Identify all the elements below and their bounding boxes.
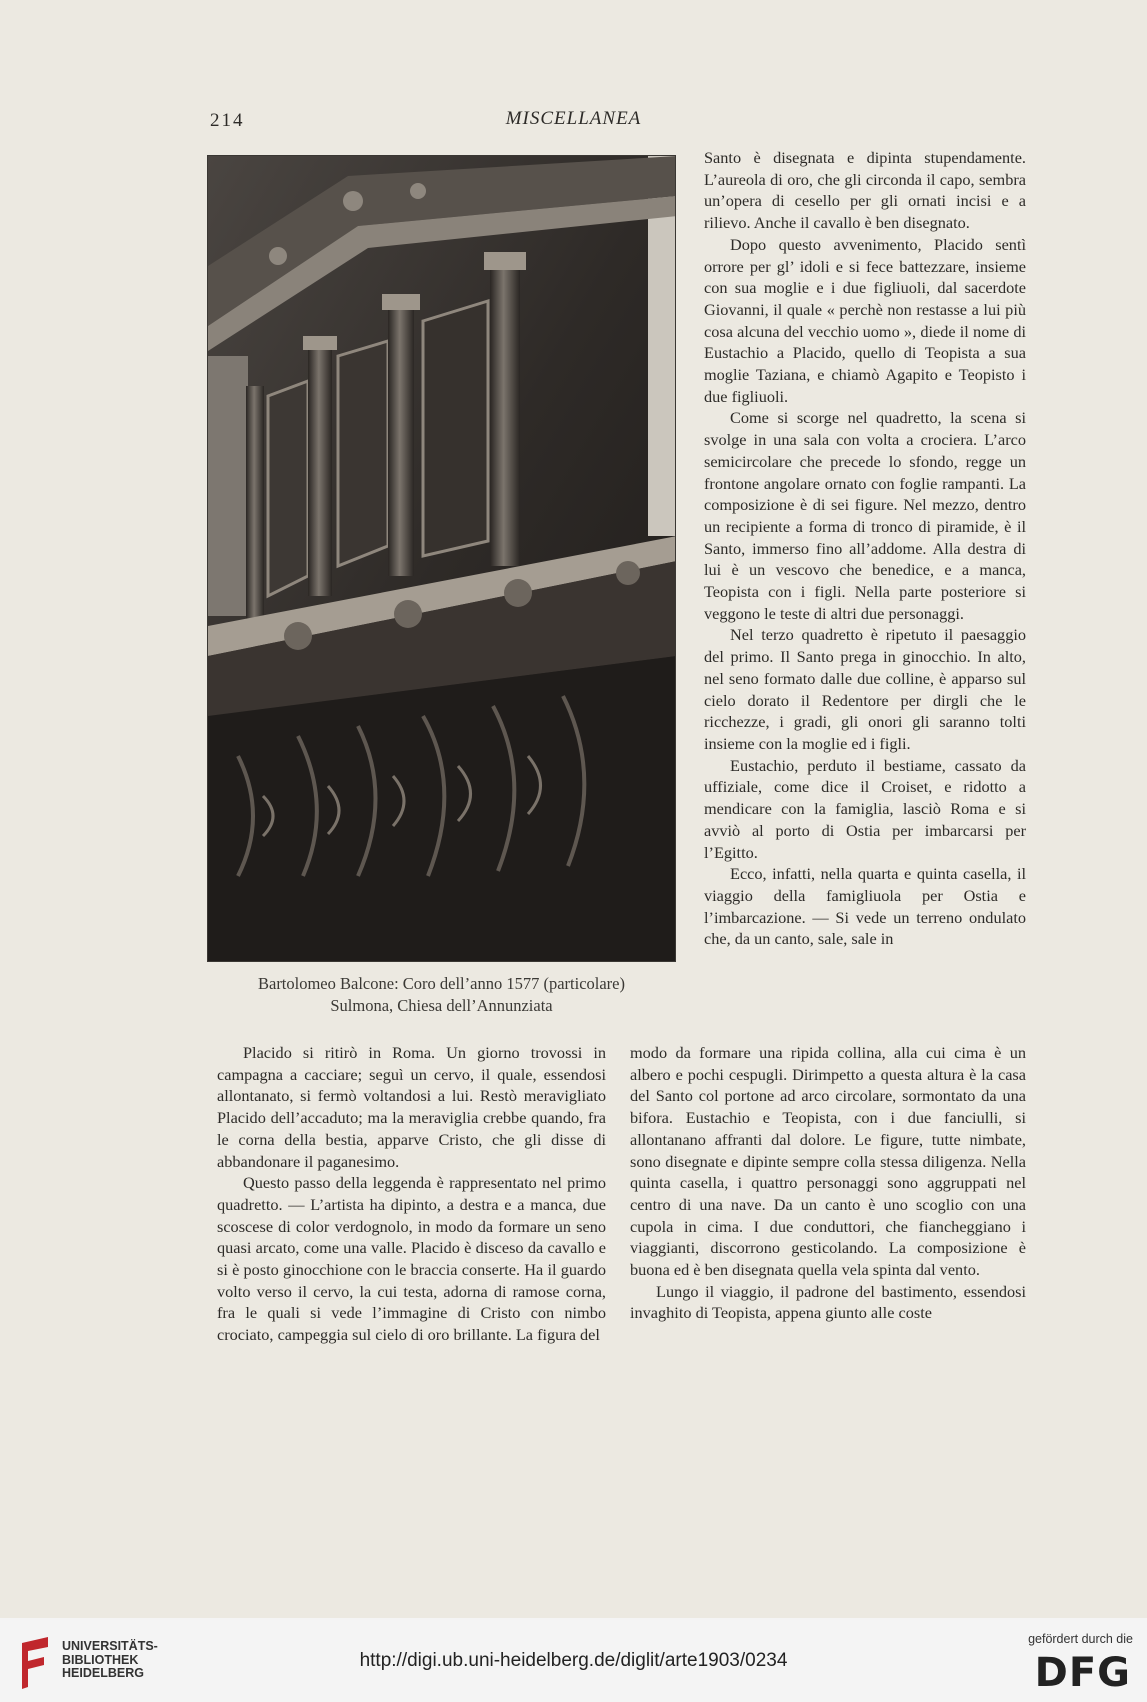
funding-text: gefördert durch die: [1028, 1632, 1133, 1646]
figure-caption-line-1: Bartolomeo Balcone: Coro dell’anno 1577 (particolare): [257, 974, 625, 993]
left-text-column: [217, 1042, 606, 1346]
source-url-link[interactable]: http://digi.ub.uni-heidelberg.de/diglit/arte1903/0234: [359, 1650, 788, 1671]
paragraph: Ecco, infatti, nella quarta e quinta casella, il viaggio della famigliuola per Ostia e l’imbarcazione. — Si vede un terreno ondulato che, da un canto, sale, sale in: [704, 864, 1026, 949]
paragraph: Lungo il viaggio, il padrone del bastimento, essendosi invaghito di Teopista, appena giunto alle coste: [630, 1281, 1026, 1323]
paragraph: Nel terzo quadretto è ripetuto il paesaggio del primo. Il Santo prega in ginocchio. In alto, nel seno formato dalle due colline, è apparso sul cielo dorato il Redentore per dirgli che le ricchezze, i gradi, gli onori gli saranno tolti insieme con la moglie ed i figli.: [704, 625, 1026, 753]
paragraph: Santo è disegnata e dipinta stupendamente. L’aureola di oro, che gli circonda il capo, sembra un’opera di cesello per gli ornati incisi e a rilievo. Anche il cavallo è ben disegnato.: [704, 148, 1026, 233]
paragraph: Questo passo della leggenda è rappresentato nel primo quadretto. — L’artista ha dipinto, a destra e a manca, due scoscese di color verdognolo, in modo da formare un seno quasi arcato, come una valle. Placido è disceso da cavallo e si è posto ginocchione con le braccia conserte. Ha il guardo volto verso il cervo, la cui testa, adorna di ramose corna, fra le quali si vede l’immagine di Cristo con nimbo crociato, campeggia sul cielo di oro brillante. La figura del: [217, 1173, 606, 1345]
second-text-column: [630, 1042, 1026, 1324]
paragraph: Dopo questo avvenimento, Placido sentì orrore per gl’ idoli e si fece battezzare, insieme con sua moglie e i due figliuoli, dal sacerdote Giovanni, il quale « perchè non restasse a lui più cosa alcuna del vecchio uomo », diede il nome di Eustachio a Placido, quello di Teopista a sua moglie Taziana, e chiamò Agapito e Teopisto i due figliuoli.: [704, 234, 1026, 406]
paragraph: Placido si ritirò in Roma. Un giorno trovossi in campagna a cacciare; seguì un cervo, il quale, essendosi allontanato, si fermò voltandosi a lui. Restò meravigliato Placido dell’accaduto; ma la meraviglia crebbe quando, fra le corna della bestia, apparve Cristo, che gli disse di abbandonare il paganesimo.: [217, 1043, 606, 1171]
paragraph: modo da formare una ripida collina, alla cui cima è un albero e pochi cespugli. Dirimpetto a questa altura è la casa del Santo col portone ad arco circolare, sormontato da una bifora. Eustachio e Teopista, con i due fanciulli, si allontanano affranti dal dolore. Le figure, tutte nimbate, sono disegnate e dipinte sempre colla stessa diligenza. Nella quinta casella, i quattro personaggi sono aggruppati nel centro di una nave. Da un canto è uno scoglio con una cupola in cima. I due conduttori, che fiancheggiano i viaggianti, discorrono gesticolando. La composizione è buona ed è ben disegnata quella vela spinta dal vento.: [630, 1043, 1026, 1280]
choir-stall-photograph: [207, 155, 676, 962]
library-name: UNIVERSITÄTS- BIBLIOTHEK HEIDELBERG: [62, 1639, 158, 1680]
figure-caption-line-2: Sulmona, Chiesa dell’Annunziata: [330, 996, 553, 1015]
running-title: MISCELLANEA: [505, 108, 642, 129]
page-number: 214: [210, 110, 245, 131]
dfg-logo: DFG: [1034, 1650, 1131, 1696]
paragraph: Eustachio, perduto il bestiame, cassato da uffiziale, come dice il Croiset, e ridotto a mendicare con la famiglia, lasciò Roma e si avviò al porto di Ostia per imbarcarsi per l’Egitto.: [704, 755, 1026, 862]
paragraph: Come si scorge nel quadretto, la scena si svolge in una sala con volta a crociera. L’arco semicircolare che precede lo sfondo, regge un frontone angolare ornato con foglie rampanti. La composizione è di sei figure. Nel mezzo, dentro un recipiente a forma di tronco di piramide, è il Santo, immerso fino all’addome. Alla destra di lui è un vescovo che benedice, e a manca, Teopista con i figli. Nella parte posteriore si veggono le teste di altri due personaggi.: [704, 408, 1026, 623]
right-text-column: [704, 147, 1026, 950]
footer-bar: [0, 1618, 1147, 1702]
